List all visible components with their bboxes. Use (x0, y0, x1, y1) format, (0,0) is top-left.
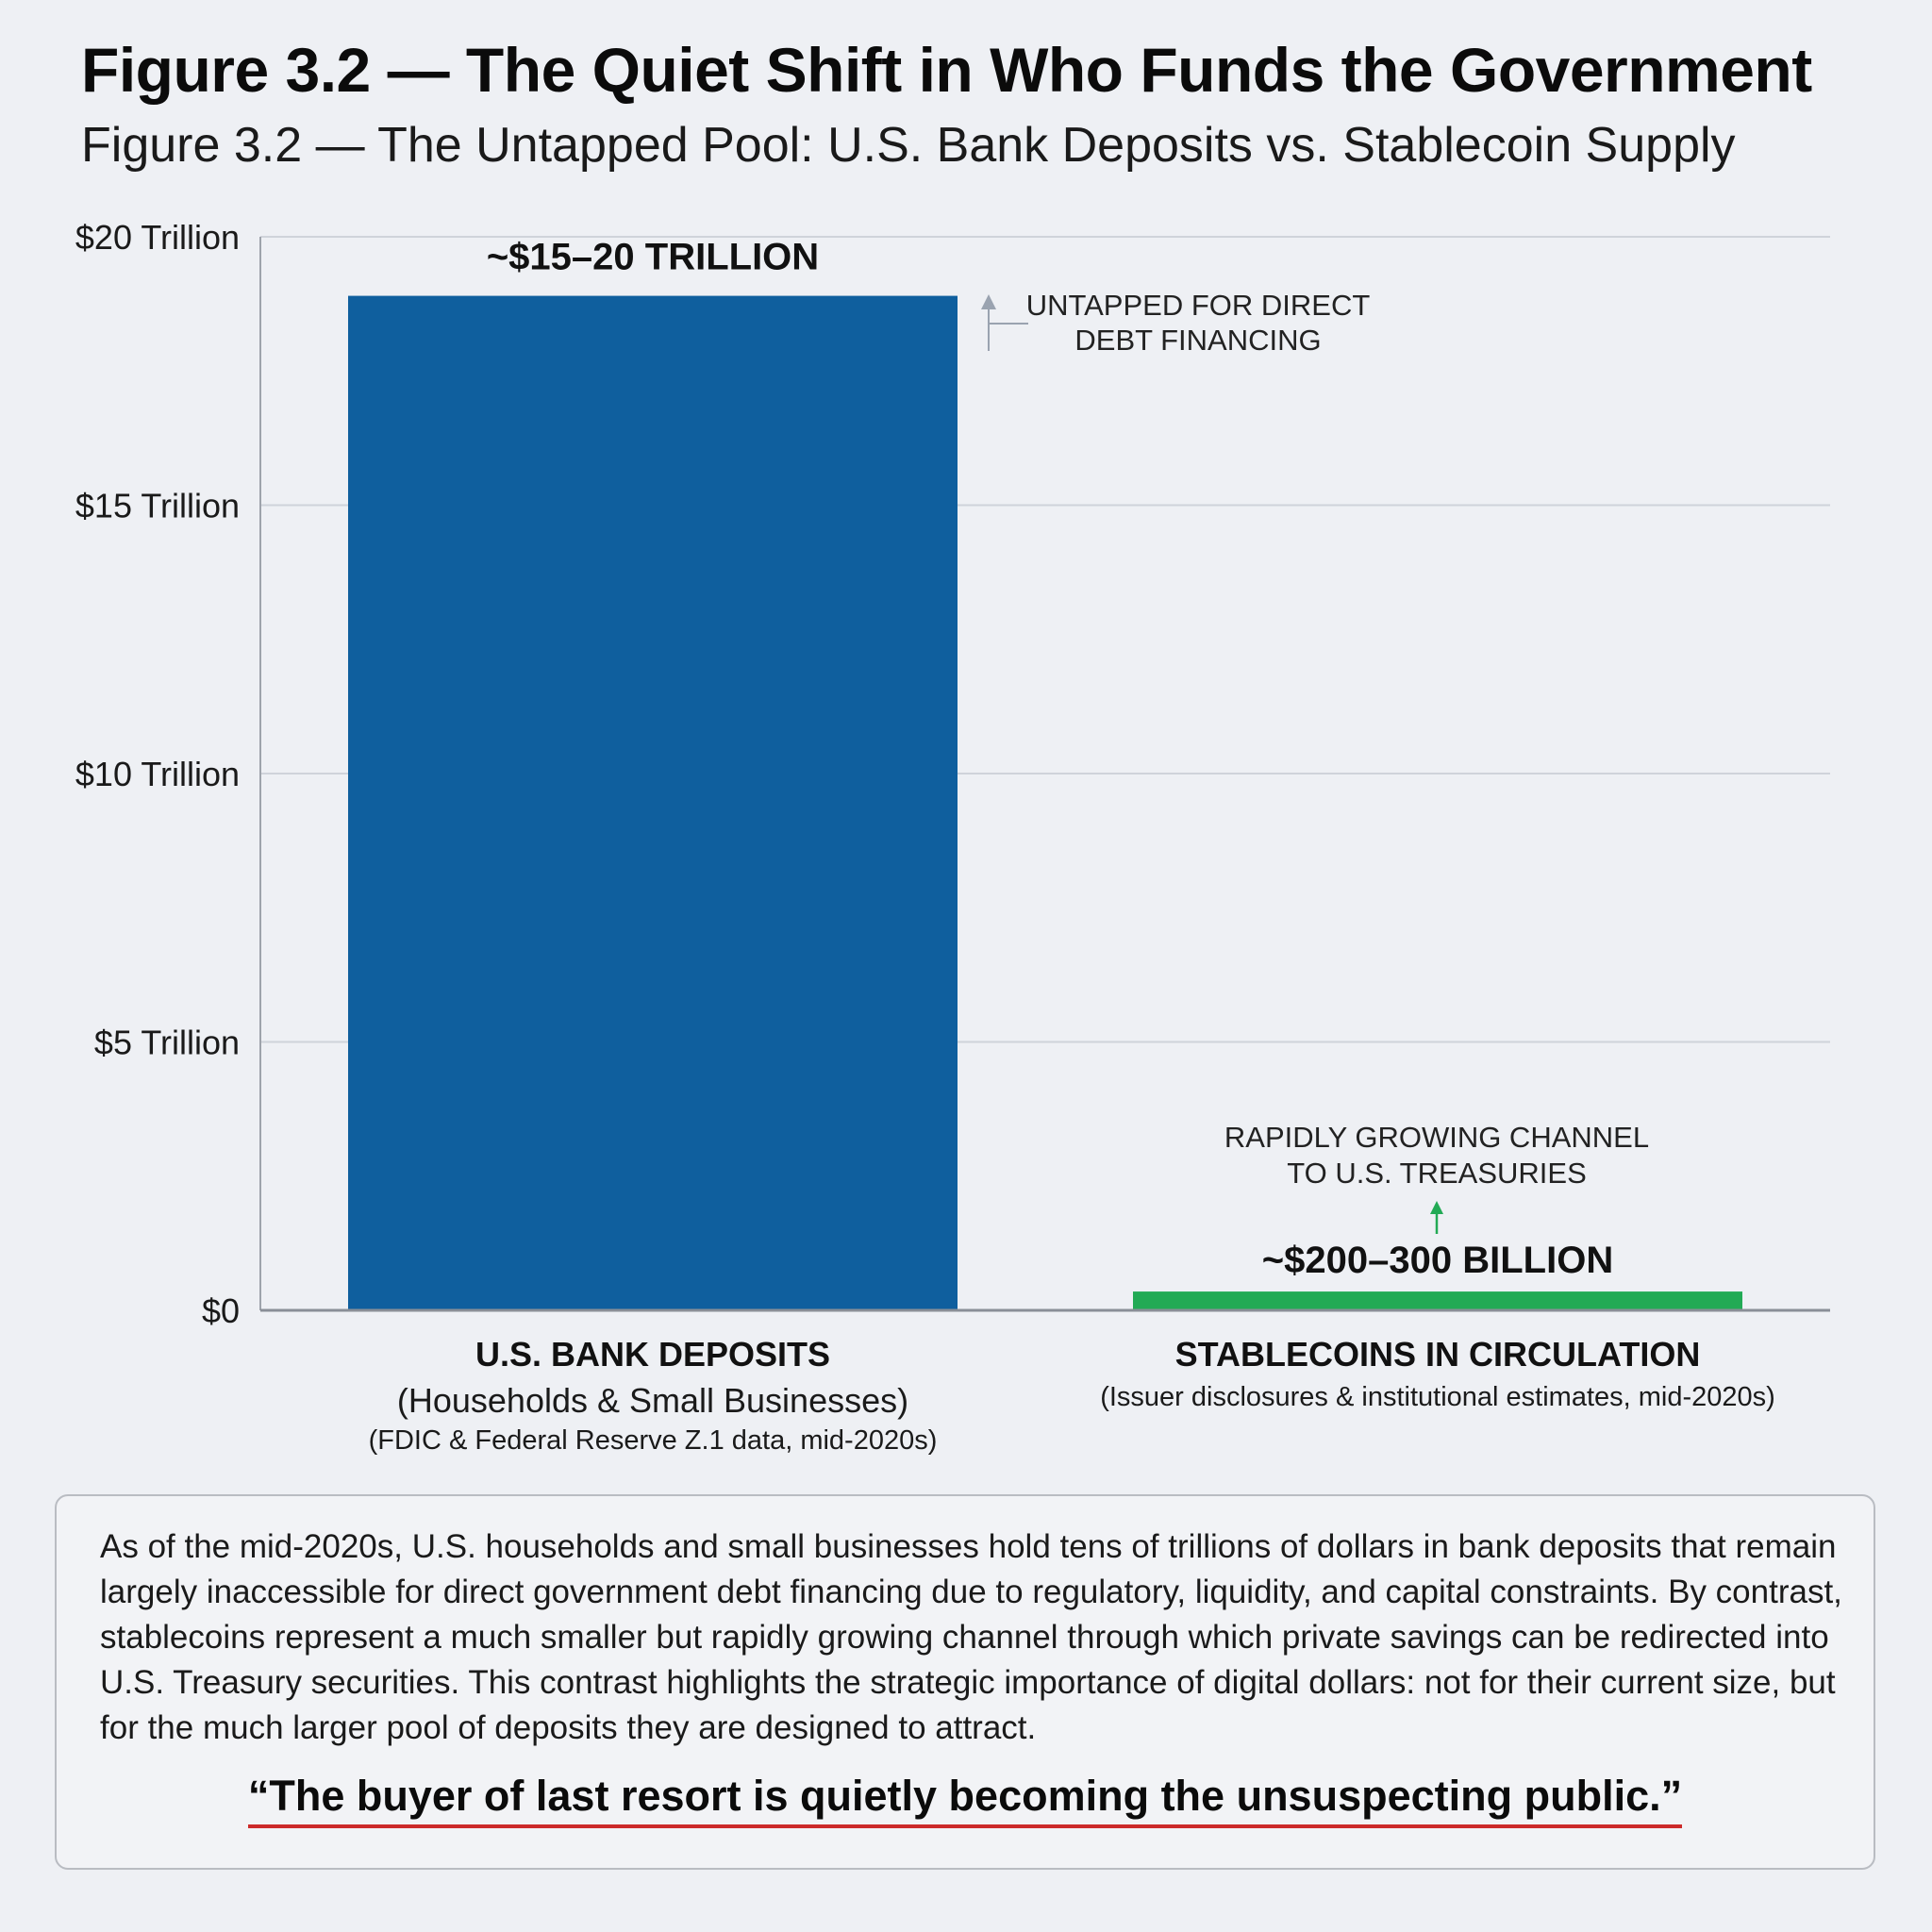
x-category-label: U.S. BANK DEPOSITS (475, 1335, 831, 1374)
bar (348, 296, 958, 1310)
x-category-label: STABLECOINS IN CIRCULATION (1174, 1335, 1701, 1374)
x-category-source: (Issuer disclosures & institutional estimates, mid-2020s) (1100, 1382, 1775, 1412)
annotation-arrow-head (981, 294, 996, 309)
data-label: ~$200–300 BILLION (1261, 1240, 1614, 1282)
caption-text: As of the mid-2020s, U.S. households and small businesses hold tens of trillions of dollars in bank deposits that remain largely inaccessible for direct government debt financing due to regulatory, liquidity, and capital constraints. By contrast, stablecoins represent a much smaller but rapidly growing channel through which private savings can be redirected into U.S. Treasury securities. This contrast highlights the strategic importance of digital dollars: not for their current size, but for the much larger pool of deposits they are designed to attract. (100, 1528, 1842, 1746)
y-tick-label: $5 Trillion (93, 1023, 240, 1062)
pull-quote-text: “The buyer of last resort is quietly becoming the unsuspecting public.” (248, 1772, 1682, 1828)
annotation-text: DEBT FINANCING (1074, 324, 1322, 357)
chart-subtitle: Figure 3.2 — The Untapped Pool: U.S. Bank Deposits vs. Stablecoin Supply (81, 118, 1736, 173)
y-tick-label: $15 Trillion (75, 486, 240, 525)
annotation-arrow-head (1430, 1201, 1443, 1214)
y-tick-label: $0 (201, 1291, 240, 1330)
bar (1133, 1291, 1742, 1310)
y-tick-label: $10 Trillion (75, 755, 240, 793)
chart-title: Figure 3.2 — The Quiet Shift in Who Funds the Government (81, 35, 1812, 105)
pull-quote (57, 1772, 1874, 1828)
y-tick-label: $20 Trillion (75, 218, 240, 257)
x-category-sublabel: (Households & Small Businesses) (396, 1381, 909, 1420)
annotation-text: UNTAPPED FOR DIRECT (1025, 289, 1371, 322)
annotation-text: TO U.S. TREASURIES (1287, 1157, 1587, 1190)
x-category-source: (FDIC & Federal Reserve Z.1 data, mid-2020s) (368, 1425, 938, 1456)
data-label: ~$15–20 TRILLION (486, 236, 820, 278)
caption-box (55, 1494, 1875, 1870)
annotation-text: RAPIDLY GROWING CHANNEL (1224, 1121, 1650, 1154)
